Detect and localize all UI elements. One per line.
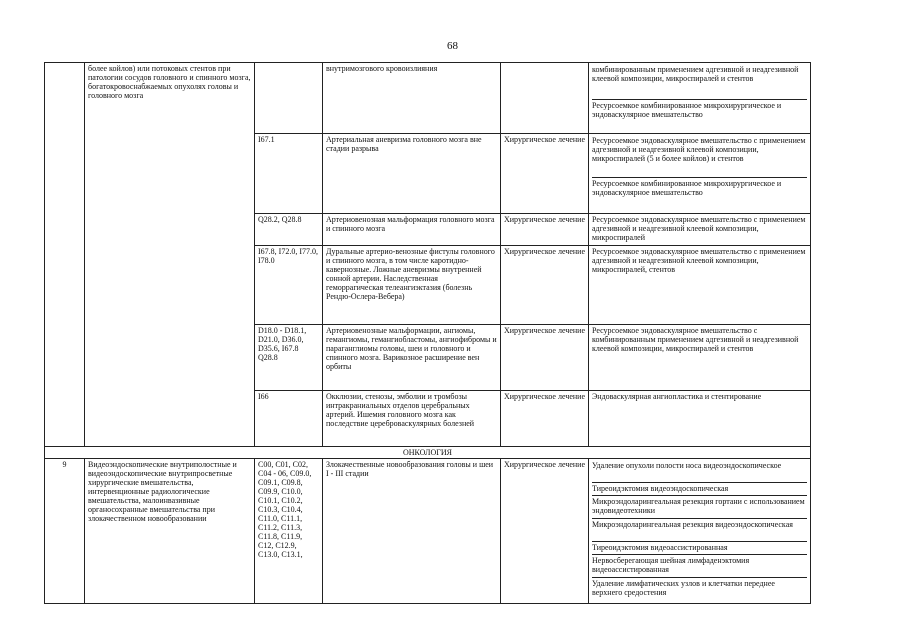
row-number-cell — [45, 63, 85, 447]
method-item: Тиреоидэктомия видеоассистированная — [592, 542, 807, 555]
treatment-cell — [501, 63, 589, 134]
methods-cell: Ресурсоемкое эндоваскулярное вмешательство с применением адгезивной и неадгезивной клеевой композиции, микроспиралей — [589, 214, 811, 246]
codes-cell: D18.0 - D18.1, D21.0, D36.0, D35.6, I67.8 Q28.8 — [255, 325, 323, 391]
treatment-cell: Хирургическое лечение — [501, 325, 589, 391]
methods-cell: Ресурсоемкое эндоваскулярное вмешательство с комбинированным применением адгезивной и неадгезивной клеевой композиции, микроспиралей и стентов — [589, 325, 811, 391]
method-item: Ресурсоемкое комбинированное микрохирургическое и эндоваскулярное вмешательство — [592, 101, 782, 119]
treatment-cell: Хирургическое лечение — [501, 391, 589, 447]
disease-cell: Окклюзии, стенозы, эмболии и тромбозы интракраниальных отделов церебральных артерий. Ишемия головного мозга как последствие цереброваскулярных болезней — [323, 391, 501, 447]
treatment-cell: Хирургическое лечение — [501, 246, 589, 325]
method-item: Микроэндоларингеальная резекция видеоэндоскопическая — [592, 519, 807, 542]
codes-cell: I66 — [255, 391, 323, 447]
treatment-cell: Хирургическое лечение — [501, 214, 589, 246]
page-number: 68 — [447, 40, 458, 52]
methods-cell — [589, 63, 811, 134]
codes-cell: C00, C01, C02, C04 - 06, C09.0, C09.1, C09.8, C09.9, C10.0, C10.1, C10.2, C10.3, C10.4, C11.0, C11.1, C11.2, C11.3, C11.8, C11.9, C12, C12.9, C13.0, C13.1, — [255, 459, 323, 604]
method-item: Ресурсоемкое комбинированное микрохирургическое и эндоваскулярное вмешательство — [592, 179, 782, 197]
table-row — [45, 459, 811, 604]
medical-care-table — [44, 62, 811, 604]
method-item: Нервосберегающая шейная лимфаденэктомия видеоассистированная — [592, 555, 807, 578]
methods-cell: Ресурсоемкое эндоваскулярное вмешательство с применением адгезивной и неадгезивной клеевой композиции, микроспиралей, стентов — [589, 246, 811, 325]
disease-cell: Артериальная аневризма головного мозга вне стадии разрыва — [323, 134, 501, 214]
codes-cell — [255, 63, 323, 134]
codes-cell: Q28.2, Q28.8 — [255, 214, 323, 246]
codes-cell: I67.8, I72.0, I77.0, I78.0 — [255, 246, 323, 325]
disease-cell: Дуральные артерио-венозные фистулы головного и спинного мозга, в том числе каротидно-кавернозные. Ложные аневризмы внутренней сонной артерии. Наследственная геморрагическая телеангиэктазия (болезнь Рендю-Ослера-Вебера) — [323, 246, 501, 325]
section-row — [45, 447, 811, 459]
table-row — [45, 63, 811, 134]
row-number-cell: 9 — [45, 459, 85, 604]
method-item: комбинированным применением адгезивной и неадгезивной клеевой композиции, микроспиралей и стентов — [592, 64, 807, 100]
disease-cell: внутримозгового кровоизлияния — [323, 63, 501, 134]
methods-cell — [589, 459, 811, 604]
section-title: ОНКОЛОГИЯ — [45, 447, 811, 459]
codes-cell: I67.1 — [255, 134, 323, 214]
group-name-cell: более койлов) или потоковых стентов при патологии сосудов головного и спинного мозга, богатокровоснабжаемых опухолях головы и головного мозга — [85, 63, 255, 447]
disease-cell: Злокачественные новообразования головы и шеи I - III стадии — [323, 459, 501, 604]
method-item: Ресурсоемкое эндоваскулярное вмешательство с применением адгезивной и неадгезивной клеевой композиции, микроспиралей (5 и более койлов) и стентов — [592, 135, 807, 178]
method-item: Удаление лимфатических узлов и клетчатки переднее верхнего средостения — [592, 579, 775, 597]
group-name-cell: Видеоэндоскопические внутриполостные и видеоэндоскопические внутрипросветные хирургические вмешательства, интервенционные радиологические вмешательства, малоинвазивные органосохранные вмешательства при злокачественном новообразовании — [85, 459, 255, 604]
method-item: Микроэндоларингеальная резекция гортани с использованием эндовидеотехники — [592, 496, 807, 519]
method-item: Тиреоидэктомия видеоэндоскопическая — [592, 483, 807, 496]
methods-cell — [589, 134, 811, 214]
method-item: Удаление опухоли полости носа видеоэндоскопическое — [592, 460, 807, 483]
disease-cell: Артериовенозные мальформации, ангиомы, гемангиомы, гемангиобластомы, ангиофибромы и параганглиомы головы, шеи и головного и спинного мозга. Варикозное расширение вен орбиты — [323, 325, 501, 391]
treatment-cell: Хирургическое лечение — [501, 134, 589, 214]
disease-cell: Артериовенозная мальформация головного мозга и спинного мозга — [323, 214, 501, 246]
methods-cell: Эндоваскулярная ангиопластика и стентирование — [589, 391, 811, 447]
treatment-cell: Хирургическое лечение — [501, 459, 589, 604]
